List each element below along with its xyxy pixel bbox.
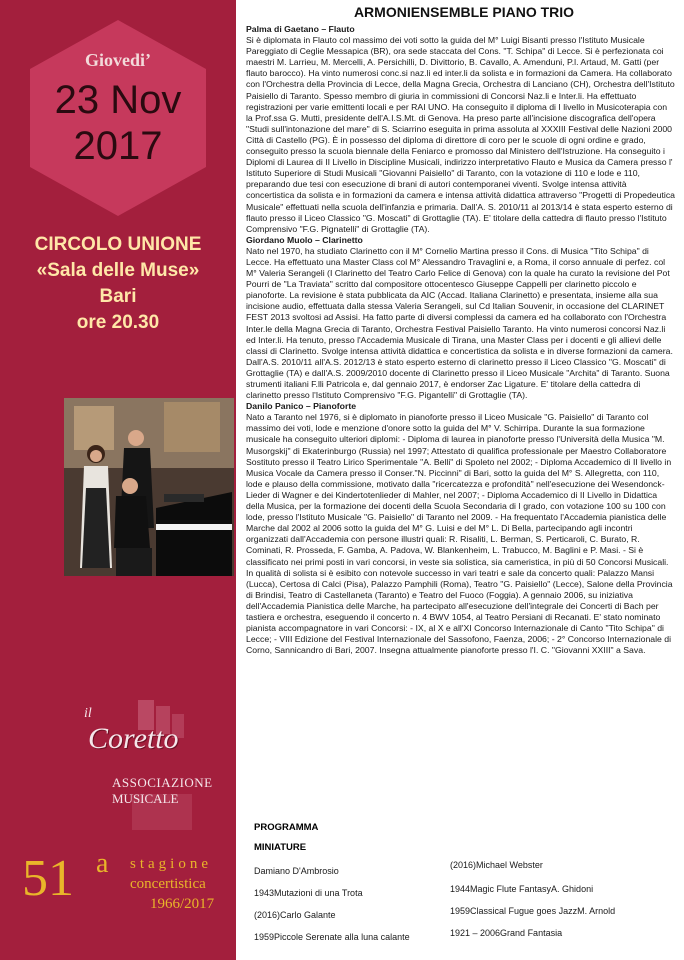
venue-name: CIRCOLO UNIONE: [34, 234, 202, 255]
program-heading: PROGRAMMA: [254, 822, 319, 833]
ensemble-title: ARMONIENSEMBLE PIANO TRIO: [353, 4, 575, 20]
logo-association: ASSOCIAZIONE: [112, 775, 213, 790]
event-date: 23 Nov: [54, 78, 182, 122]
bio-piano-text: Nato a Taranto nel 1976, si è diplomato in pianoforte presso il Liceo Musicale "G. Paisiello" di Taranto col massimo dei voti, lode e menzione d'onore sotto la guida del M° V. Schirripa. Durante la sua formazione musicale ha conseguito ulteriori diplomi: - Diploma di laurea in pianoforte presso l'Università della Musica "M. Musorgskij" di Ekaterinburgo (Russia) nel 1997; Attestato di qualifica professionale per Maestro Collaboratore Sostituto presso il Teatro Lirico Sperimentale "A. Belli" di Spoleto nel 2002; - Diploma Accademico di II livello in Musica Vocale da Camera presso il Conser."N. Piccinni" di Bari, sotto la guida del M° S. Allegretta, con 110, lode e plauso della commissione, motivato dalla "ricercatezza e profondità" nell'esecuzione dei Wesendonck-Lieder di Wagner e dei Kindertotenlieder di Mahler, nel 2007; - Diploma Accademico di II Livello in Didattica della Musica, per la formazione dei docenti della Scuola Secondaria di I grado, con votazione 100 su 100 con lode, presso l'Istituto Musicale "G. Paisiello" di Taranto nel 2009. - Ha frequentato l'Accademia pianistica delle Marche dal 2002 al 2006 sotto la guida del M° G. Luisi e del M° L. Di Bella, partecipando agli incontri organizzati dall'Accademia con persone illustri quali: R. Risaliti, L. Berman, S. Perticaroli, C. Burato, R. Cominati, R. Prosseda, F. Gamba, A. Padova, W. Blankenheim, L. Trabucco, M. Baglini e P. Masi. - Si è classificato nei primi posti in vari concorsi, in veste sia solistica, sia cameristica, in più di 50 Concorsi Musicali. In qualità di solista si è esibito con notevole successo in vari teatri e sale da concerto quali: Palazzo Mansi (Lucca), Certosa di Calci (Pisa), Palazzo Pamphili (Roma), Teatro "G. Paisiello" (Lecce), Salone della Provincia di Brindisi, Teatro di Castellaneta (Taranto) e Teatro del Fuoco (Foggia). A gennaio 2006, su iniziativa dell'Accademia Pianistica delle Marche, ha partecipato all'esecuzione dell'integrale dei Concerti di Bach per tastiera e orchestra, eseguendo il concerto n. 4 BWV 1054, al Teatro Persiani di Recanati. E' stato nominato pianista accompagnatore in vari Concorsi: - IX, al X e all'XI Concorso Internazionale di Canto "Tito Schipa" di Lecce; - VIII Edizione del Festival Internazionale del Sassofono, Faenza, 2006; - 2° Concorso Internazionale di Corno, Sannicandro di Bari, 2007. Insegna attualmente pianoforte presso l'I. C. "Giovanni XXIII" a Sava.: [246, 412, 673, 656]
trio-photo: [64, 398, 234, 576]
program-item: 1959Classical Fugue goes JazzM. Arnold: [450, 906, 616, 916]
bio-clarinet: [246, 235, 676, 401]
program-item: 1959Piccole Serenate alla luna calante: [254, 932, 410, 942]
event-time: ore 20.30: [76, 312, 160, 333]
venue-city: Bari: [99, 286, 137, 307]
bio-flute-name: Palma di Gaetano – Flauto: [246, 24, 355, 34]
bio-piano-name: Danilo Panico – Pianoforte: [246, 401, 357, 412]
biographies: [246, 24, 676, 656]
program-item: (2016)Michael Webster: [450, 860, 543, 870]
season-number: 51: [22, 850, 74, 907]
season-label-2: concertistica: [130, 876, 206, 892]
season-label: stagione: [130, 856, 212, 872]
logo-name: Coretto: [88, 722, 179, 755]
venue-block: [0, 232, 236, 336]
bio-flute-text: Si è diplomata in Flauto col massimo dei voti sotto la guida del M° Luigi Bisanti presso l'Istituto Musicale Pareggiato di Ceglie Messapica (BR), ora sede staccata del Cons. "T. Schipa" di Lecce. Si è perfezionata coi maestri M. Larrieu, M. Mercelli, A. Persichilli, D. Divittorio, B. Cavallo, A. Amenduni, P.l. Artaud, M. Gatti (per flauto barocco). Ha vinto numerosi conc.si naz.li ed inter.li da solista e in formazioni da Camera. Ha collaborato con l'Orchestra della Provincia di Lecce, della Magna Grecia, Orchestra di Lanciano (CH), Orchestra dell'Istituto Paisiello di Taranto. Spesso membro di giuria in commissioni di Concorsi Naz.li e Inter.li. Ha effettuato registrazioni per varie emittenti locali e per RAI UNO. Ha conseguito il diploma di I livello in Musicoterapia con la Prof.ssa G. Mutti, presidente dell'A.I.S.Mt. di Genova. Ha preso parte all'incisione discografica dell'opera "Studi sull'intonazione del mare" di S. Sciarrino eseguita in prima assoluta al XXXIII Festival delle Nazioni 2000 Città di Castello (PG). È in possesso del diploma di direttore di coro per le scuole di ogni ordine e grado, conseguito presso la scuola biennale della Feniarco e promosso dal Ministero dell'Istruzione. Ha conseguito i Diplomi di Laurea di II Livello in Discipline Musicali, indirizzo interpretativo Flauto e Musica da Camera presso l' Istituto Superiore di Studi Musicali "Giovanni Paisiello" di Taranto, con la votazione di 110 e lode e 110, preparando due tesi con esecuzione di brani di autori contemporanei viventi. Svolge intensa attività concertistica da solista e in formazioni da camera e intensa attività didattica attraverso "Progetti di Propedeutica Musicale" effettuati nella scuola dell'infanzia e primaria. Dall'A. S. 2010/11 al 2013/14 è stata esperto esterno di flauto presso il Liceo Classico "G. Moscati" di Grottaglie (TA). E' titolare della cattedra di flauto presso l'Istituto Comprensivo "F.G. Pignatelli" di Grottaglie (TA).: [246, 35, 675, 234]
venue-room: «Sala delle Muse»: [36, 260, 200, 281]
event-year: 2017: [73, 124, 163, 168]
program-subheading: MINIATURE: [254, 842, 307, 853]
season-years: 1966/2017: [150, 896, 215, 912]
program-item: (2016)Carlo Galante: [254, 910, 336, 920]
program-item: 1943Mutazioni di una Trota: [254, 888, 363, 898]
bio-clarinet-name: Giordano Muolo – Clarinetto: [246, 234, 363, 245]
bio-clarinet-text: Nato nel 1970, ha studiato Clarinetto con il M° Cornelio Martina presso il Cons. di Musica "Tito Schipa" di Lecce. Ha effettuato una Master Class col M° Alessandro Travaglini e, a Roma, il corso annuale di perfez. col M° Valeria Serangeli (I Clarinetto del Teatro Carlo Felice di Genova) con la quale ha curato la revisione del Pot Pourri de "La Traviata" scritto dal compositore ottocentesco Giuseppe Cappelli per clarinetto piccolo e pianoforte. La revisione è stata pubblicata da AIC (Accad. Italiana Clarinetto) e presentata, insieme alla sua incisione audio, effettuata dalla stessa Valeria Serangeli, sul Cd Italian Souvenir, in occasione del CLARINET FEST 2013 svoltosi ad Assisi. Ha fatto parte di diversi complessi da camera ed ha collaborato con l'Orchestra Inter.le della Magna Grecia di Taranto, Orchestra Festival Paisiello Taranto. Ha vinto numerosi concorsi Naz.li ed Inter.li. Ha tenuto, presso l'Accademia Musicale di Tirana, una Master Class per i docenti e gli allievi delle classi di Clarinetto. Svolge intensa attività didattica e concertistica da solista e in diverse formazioni da camera. Dall'A.S. 2010/11 all'A.S. 2012/13 è stato esperto esterno di clarinetto presso il Liceo Classico "G. Moscati" di Grottaglie (TA) e dall'A.S. 2009/2010 docente di Clarinetto presso il Liceo Musicale "Archita" di Taranto. Suona strumenti italiani F.lli Patricola e, dal gennaio 2017, è endorser Zac Ligature. E' titolare della cattedra di clarinetto presso l'Istituto Comprensivo "F.G. Pigantelli" di Grottaglie (TA).: [246, 245, 673, 401]
program-item: Damiano D'Ambrosio: [254, 866, 339, 876]
program-item: 1944Magic Flute FantasyA. Ghidoni: [450, 884, 594, 894]
event-day: Giovedi’: [85, 50, 151, 70]
organizer-logo-graphic: [80, 700, 236, 830]
date-block: [30, 20, 206, 216]
season-ordinal: a: [96, 848, 109, 879]
bio-piano: [246, 401, 676, 656]
program-item: 1921 – 2006Grand Fantasia: [450, 928, 563, 938]
bio-flute: [246, 24, 676, 235]
logo-musicale: MUSICALE: [112, 791, 179, 806]
logo-prefix: il: [84, 706, 92, 721]
